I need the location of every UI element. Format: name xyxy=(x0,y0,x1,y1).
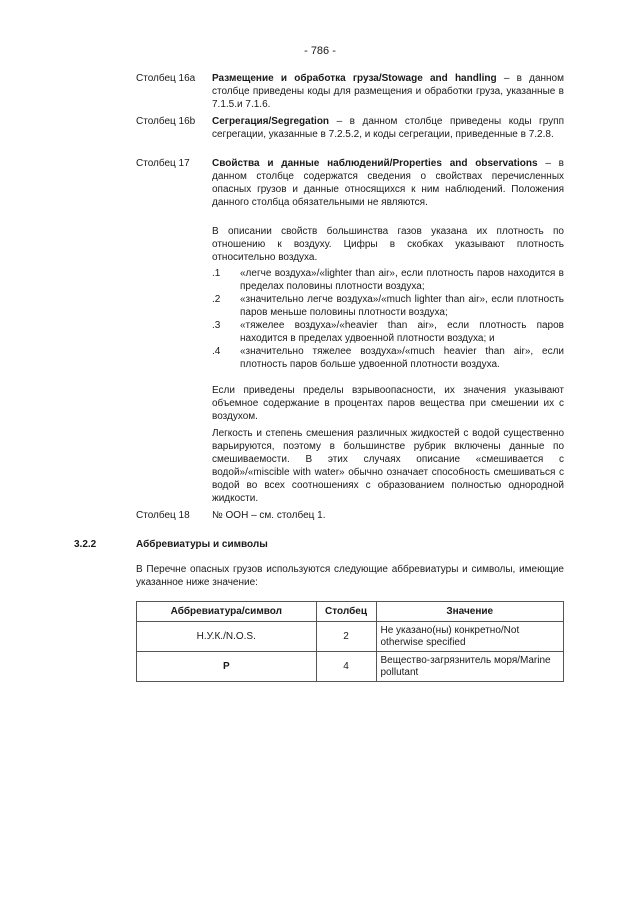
meaning-cell: Не указано(ны) конкретно/Not otherwise specified xyxy=(376,622,564,652)
column-cell: 2 xyxy=(316,622,376,652)
column-text-17: – в данном столбце содержатся сведения о свойствах перечисленных опасных грузов и данные относящихся к ним наблюдений. Положения данного столбца обязательными не являются. xyxy=(212,158,564,208)
list-item-number: .2 xyxy=(212,294,221,305)
column-label-16b: Столбец 16b xyxy=(136,116,196,127)
list-item-number: .3 xyxy=(212,320,221,331)
table-row xyxy=(137,622,564,652)
list-item-number: .4 xyxy=(212,346,221,357)
list-item-text: «тяжелее воздуха»/«heavier than air», если плотность паров находится в пределах удвоенной плотности воздуха; и xyxy=(240,320,564,344)
table-header-row xyxy=(137,602,564,622)
column-label-17: Столбец 17 xyxy=(136,158,190,169)
header-abbreviation: Аббревиатура/символ xyxy=(137,602,317,622)
section-number: 3.2.2 xyxy=(74,539,97,550)
column-cell: 4 xyxy=(316,652,376,682)
abbreviations-table xyxy=(136,601,564,682)
column-description-18: № ООН – см. столбец 1. xyxy=(212,510,326,521)
list-item-text: «значительно тяжелее воздуха»/«much heavier than air», если плотность паров больше удвоенной плотности воздуха. xyxy=(240,346,564,370)
col17-paragraph-explosive-limits: Если приведены пределы взрывоопасности, их значения указывают объемное содержание в процентах паров вещества при смешении их с воздухом. xyxy=(212,385,564,422)
list-item-text: «легче воздуха»/«lighter than air», если плотность паров находится в пределах половины плотности воздуха; xyxy=(240,268,564,292)
table-row xyxy=(137,652,564,682)
header-meaning: Значение xyxy=(376,602,564,622)
column-description-17 xyxy=(212,157,564,209)
column-title-16a: Размещение и обработка груза/Stowage and handling xyxy=(212,73,497,84)
page-number: - 786 - xyxy=(304,45,336,57)
column-title-16b: Сегрегация/Segregation xyxy=(212,116,330,127)
section-title: Аббревиатуры и символы xyxy=(136,539,268,550)
meaning-cell: Вещество-загрязнитель моря/Marine pollutant xyxy=(376,652,564,682)
column-label-18: Столбец 18 xyxy=(136,510,190,521)
col17-paragraph-miscibility: Легкость и степень смешения различных жидкостей с водой существенно варьируются, поэтому в большинстве рубрик включены данные по смешиваемости. В этих случаях описание «смешивается с водой»/«miscible with water» обычно означает способность смешиваться с водой во всех соотношениях с образованием полностью однородной жидкости. xyxy=(212,428,564,504)
column-description-16a xyxy=(212,72,564,111)
list-item-number: .1 xyxy=(212,268,221,279)
abbreviation-cell: P xyxy=(137,652,317,682)
column-text-16a: – в данном столбце приведены коды для размещения и обработки груза, указанные в 7.1.5.и 7.1.6. xyxy=(212,73,564,110)
header-column: Столбец xyxy=(316,602,376,622)
section-intro: В Перечне опасных грузов используются следующие аббревиатуры и символы, имеющие указанное ниже значение: xyxy=(136,564,564,588)
abbreviation-cell: Н.У.К./N.O.S. xyxy=(137,622,317,652)
col17-paragraph-density: В описании свойств большинства газов указана их плотность по отношению к воздуху. Цифры в скобках указывают плотность относительно воздуха. xyxy=(212,226,564,263)
list-item-text: «значительно легче воздуха»/«much lighter than air», если плотность паров меньше половины плотности воздуха; xyxy=(240,294,564,318)
column-text-16b: – в данном столбце приведены коды групп сегрегации, указанные в 7.2.5.2, и коды сегрегации, приведенные в 7.2.8. xyxy=(212,116,564,140)
column-label-16a: Столбец 16a xyxy=(136,73,196,84)
column-description-16b xyxy=(212,115,564,141)
column-title-17: Свойства и данные наблюдений/Properties and observations xyxy=(212,158,538,169)
